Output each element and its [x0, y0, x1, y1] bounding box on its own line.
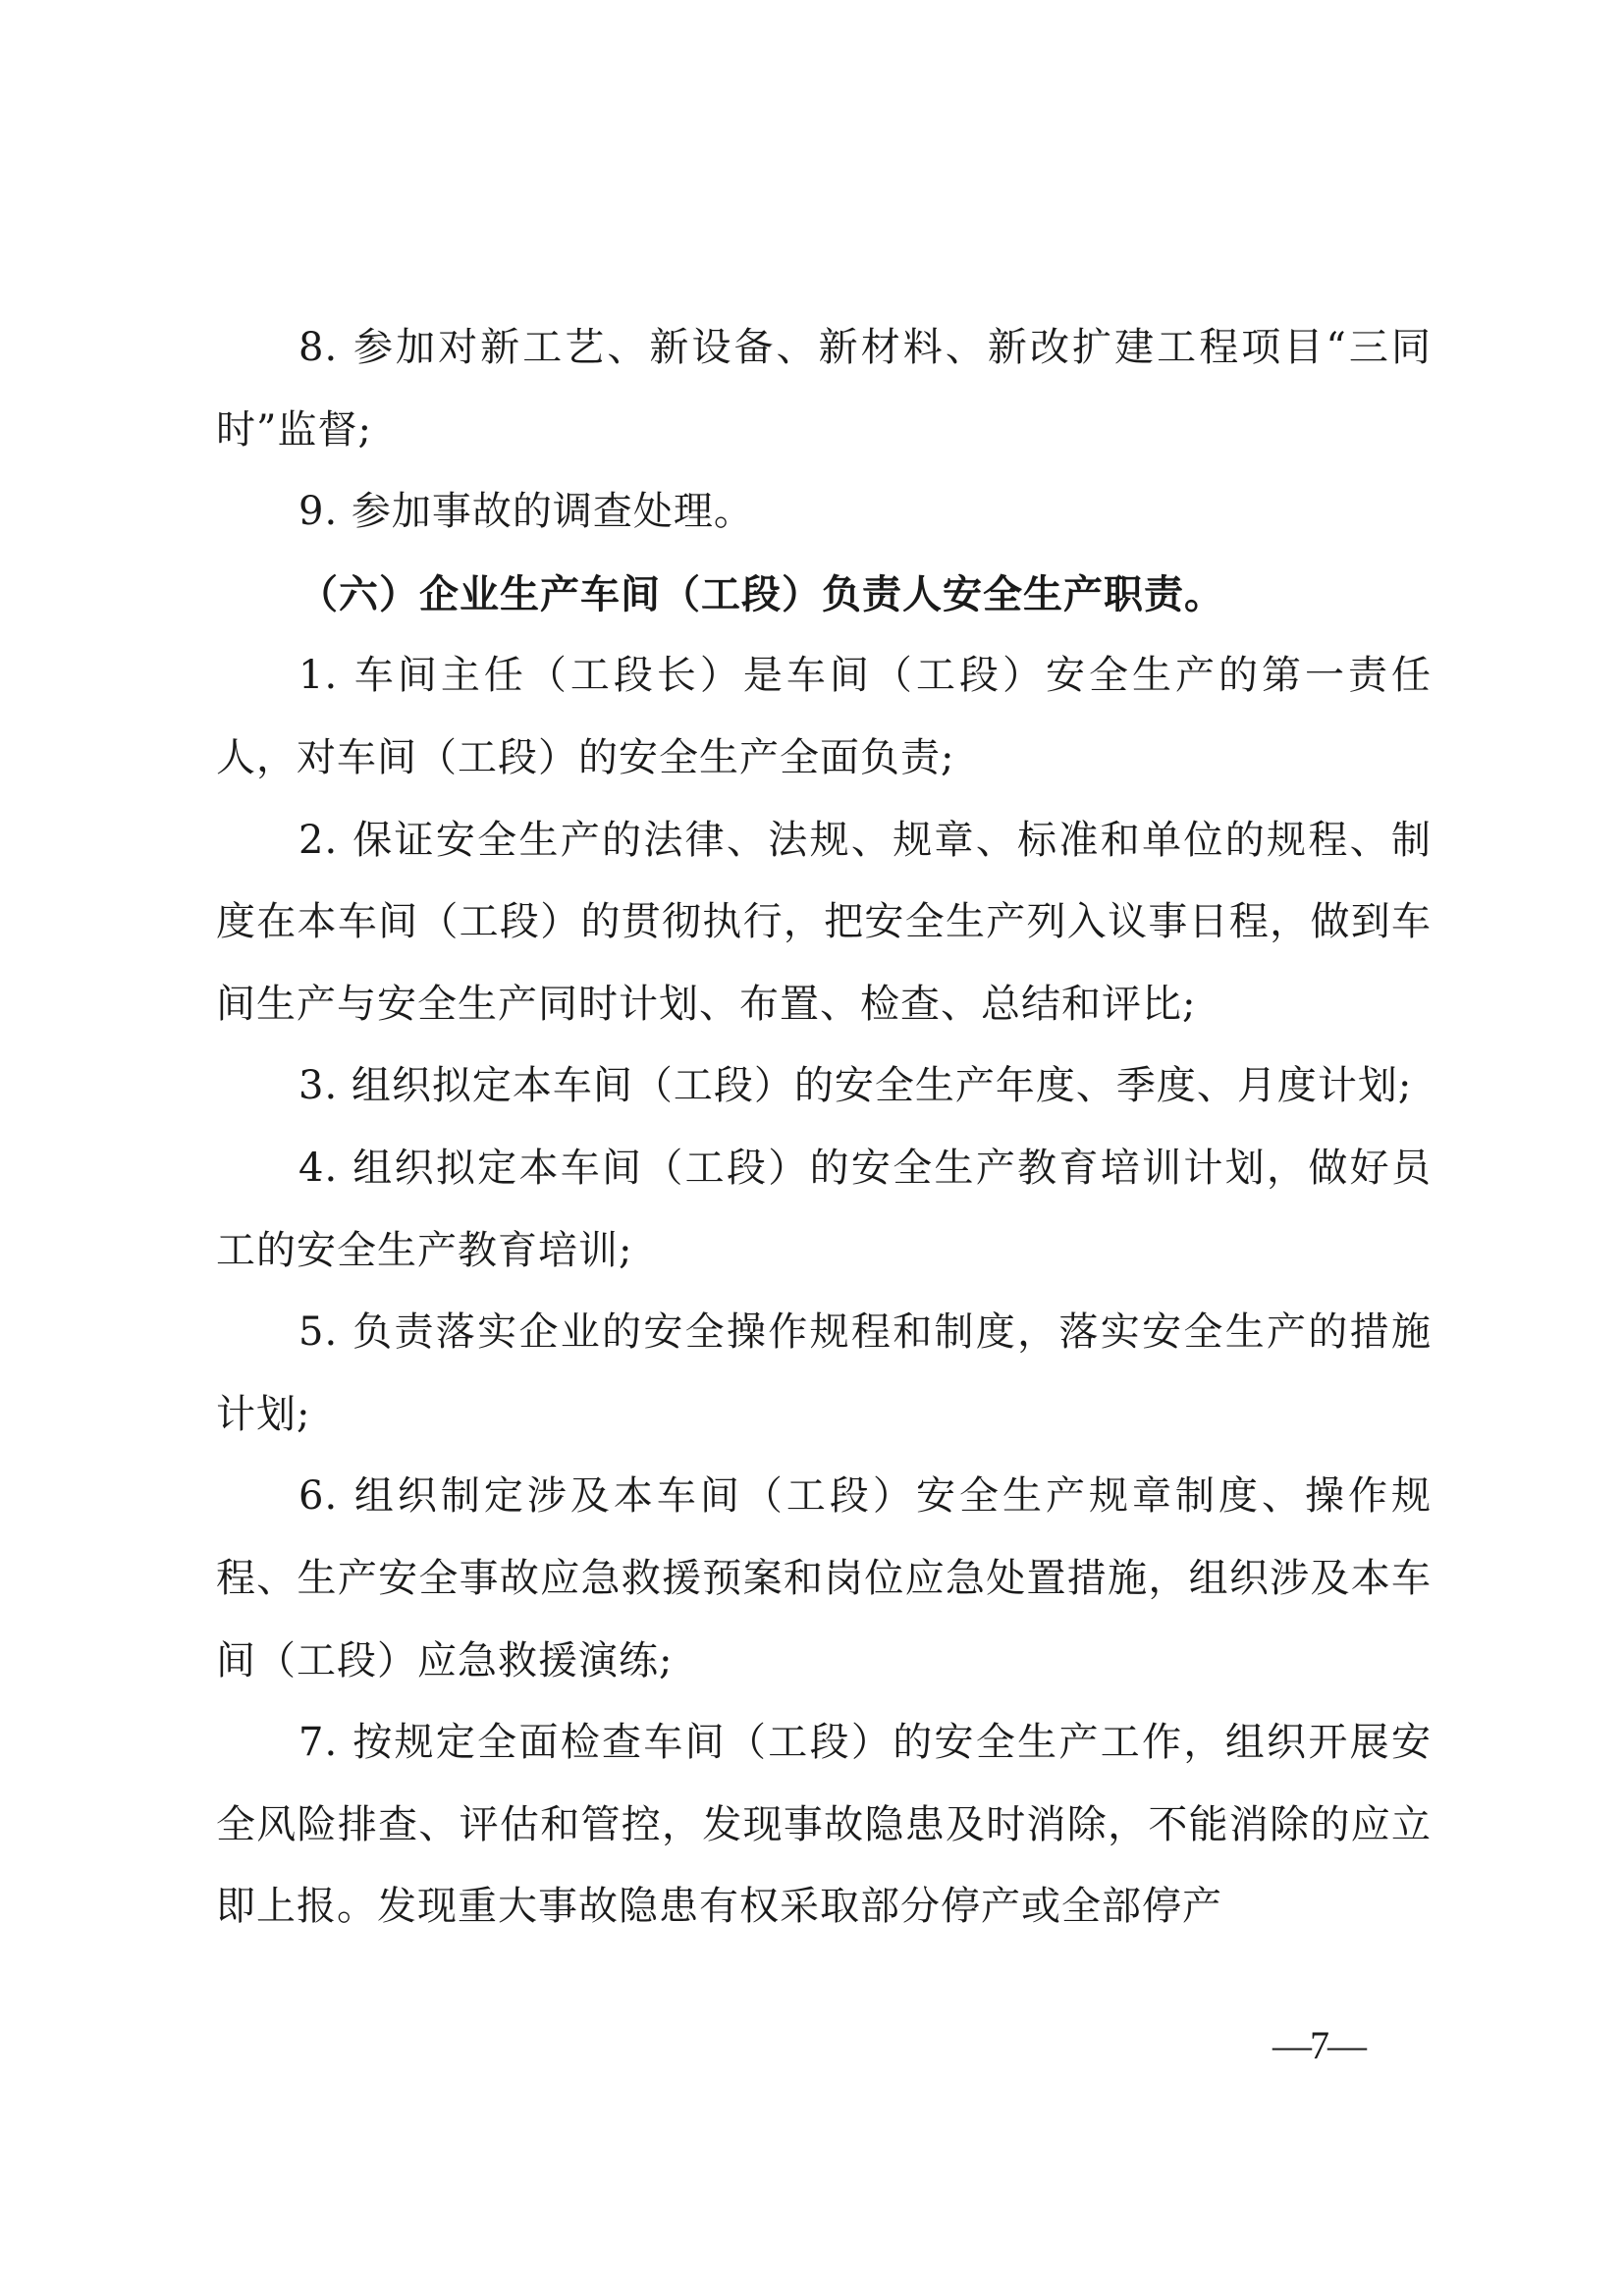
page-number: —7—	[1272, 2023, 1365, 2067]
paragraph-item-6: 6. 组织制定涉及本车间（工段）安全生产规章制度、操作规程、生产安全事故应急救援预案和岗位应急处置措施，组织涉及本车间（工段）应急救援演练;	[216, 1473, 1432, 1683]
section-heading: （六）企业生产车间（工段）负责人安全生产职责。	[298, 570, 1224, 617]
paragraph-item-9: 9. 参加事故的调查处理。	[298, 489, 754, 535]
paragraph-item-3: 3. 组织拟定本车间（工段）的安全生产年度、季度、月度计划;	[298, 1063, 1413, 1109]
paragraph-item-5: 5. 负责落实企业的安全操作规程和制度，落实安全生产的措施计划;	[216, 1309, 1432, 1437]
paragraph-item-2: 2. 保证安全生产的法律、法规、规章、标准和单位的规程、制度在本车间（工段）的贯彻执行，把安全生产列入议事日程，做到车间生产与安全生产同时计划、布置、检查、总结和评比;	[216, 817, 1432, 1027]
paragraph-item-1: 1. 车间主任（工段长）是车间（工段）安全生产的第一责任人，对车间（工段）的安全生产全面负责;	[216, 653, 1432, 780]
document-body	[216, 307, 1432, 1949]
paragraph-item-8: 8. 参加对新工艺、新设备、新材料、新改扩建工程项目“三同时”监督;	[216, 325, 1432, 453]
paragraph-item-7: 7. 按规定全面检查车间（工段）的安全生产工作，组织开展安全风险排查、评估和管控，发现事故隐患及时消除，不能消除的应立即上报。发现重大事故隐患有权采取部分停产或全部停产	[216, 1720, 1432, 1930]
paragraph-item-4: 4. 组织拟定本车间（工段）的安全生产教育培训计划，做好员工的安全生产教育培训;	[216, 1145, 1432, 1273]
